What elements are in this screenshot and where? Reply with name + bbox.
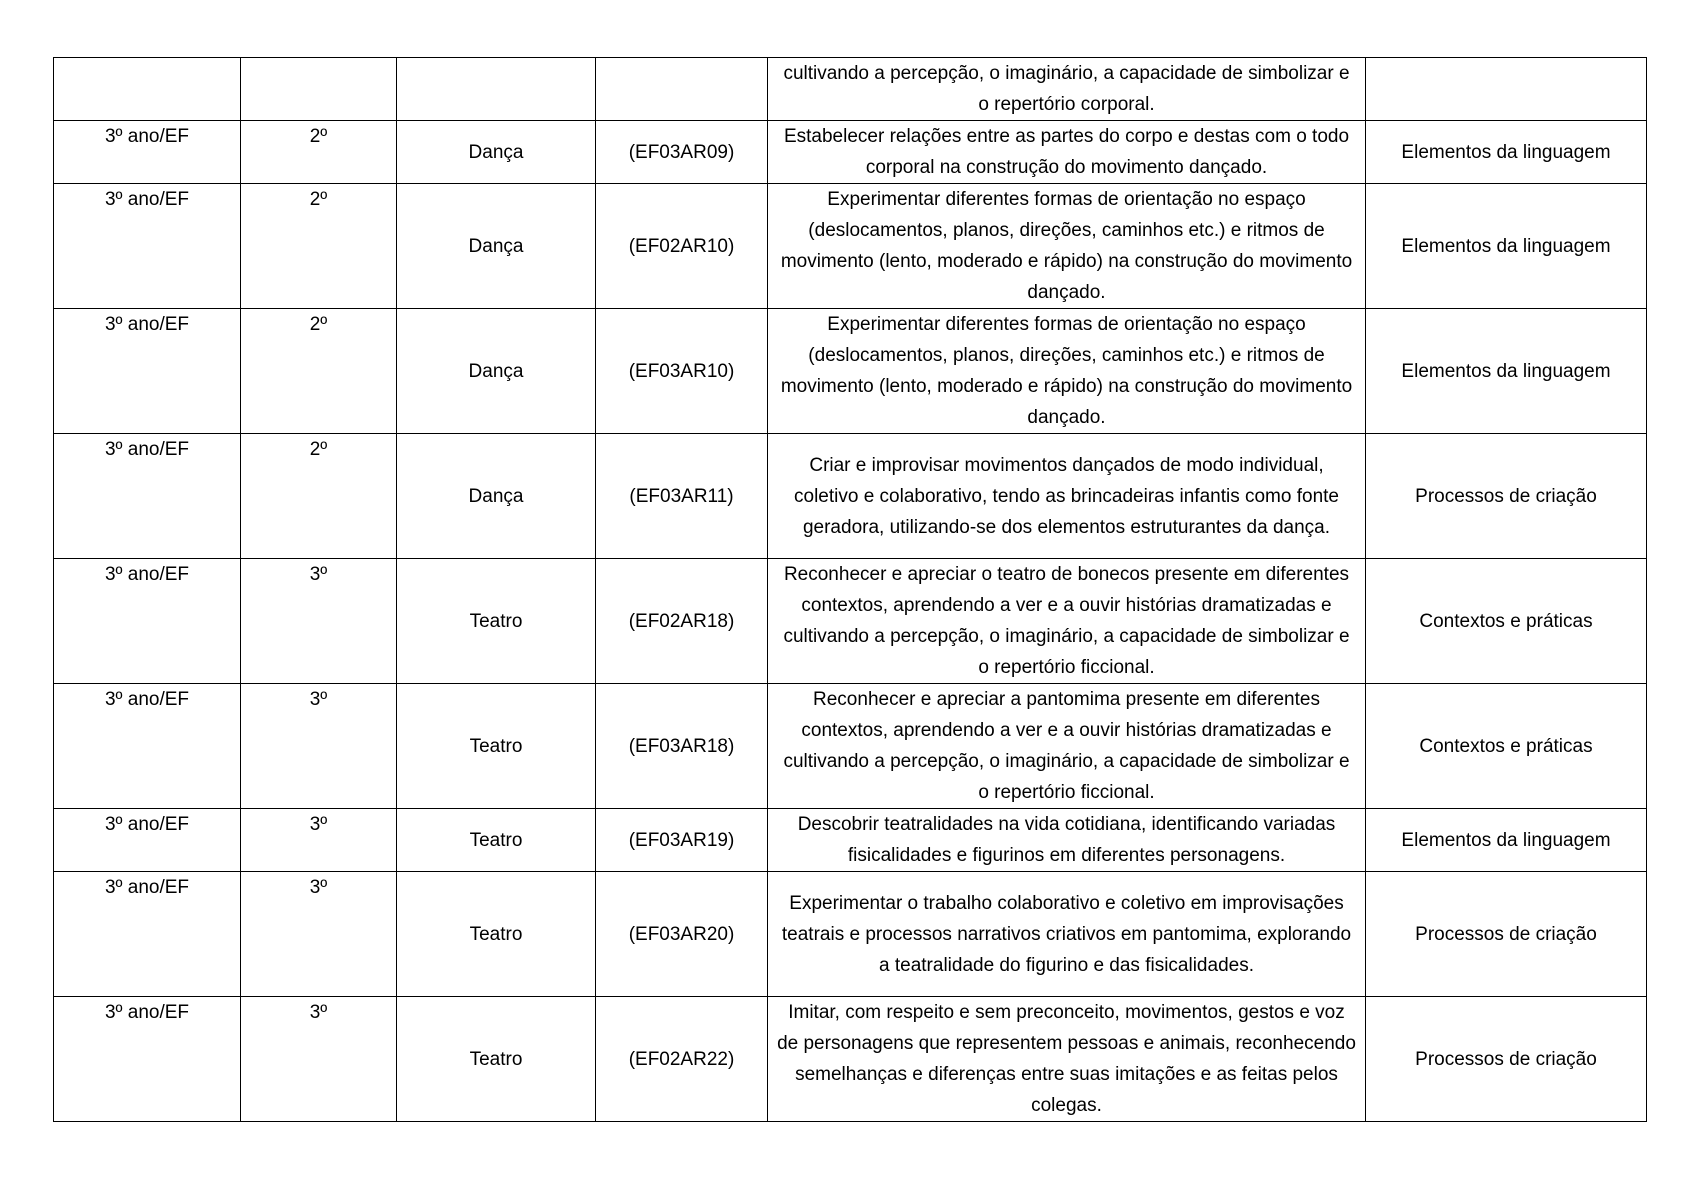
cell-eixo: Processos de criação xyxy=(1366,872,1647,997)
cell-eixo: Elementos da linguagem xyxy=(1366,184,1647,309)
cell-eixo: Contextos e práticas xyxy=(1366,684,1647,809)
cell-linguagem: Dança xyxy=(397,184,596,309)
cell-bimestre xyxy=(241,58,397,121)
cell-bimestre: 3º xyxy=(241,684,397,809)
cell-eixo: Contextos e práticas xyxy=(1366,559,1647,684)
table-row xyxy=(54,559,1647,684)
cell-ano: 3º ano/EF xyxy=(54,559,241,684)
curriculum-table xyxy=(53,57,1647,1122)
cell-ano: 3º ano/EF xyxy=(54,184,241,309)
table-row xyxy=(54,872,1647,997)
cell-bimestre: 3º xyxy=(241,559,397,684)
cell-bimestre: 3º xyxy=(241,997,397,1122)
cell-ano: 3º ano/EF xyxy=(54,121,241,184)
cell-ano: 3º ano/EF xyxy=(54,684,241,809)
cell-eixo: Elementos da linguagem xyxy=(1366,121,1647,184)
cell-linguagem: Dança xyxy=(397,121,596,184)
cell-bimestre: 2º xyxy=(241,121,397,184)
cell-codigo: (EF02AR10) xyxy=(596,184,768,309)
cell-descricao: Experimentar o trabalho colaborativo e coletivo em improvisações teatrais e processos narrativos criativos em pantomima, explorando a teatralidade do figurino e das fisicalidades. xyxy=(768,872,1366,997)
cell-eixo: Processos de criação xyxy=(1366,997,1647,1122)
cell-ano: 3º ano/EF xyxy=(54,809,241,872)
cell-descricao: Estabelecer relações entre as partes do corpo e destas com o todo corporal na construção do movimento dançado. xyxy=(768,121,1366,184)
cell-bimestre: 2º xyxy=(241,309,397,434)
cell-eixo: Processos de criação xyxy=(1366,434,1647,559)
cell-descricao: Descobrir teatralidades na vida cotidiana, identificando variadas fisicalidades e figurinos em diferentes personagens. xyxy=(768,809,1366,872)
cell-codigo: (EF03AR18) xyxy=(596,684,768,809)
table-row xyxy=(54,809,1647,872)
cell-eixo: Elementos da linguagem xyxy=(1366,809,1647,872)
cell-ano: 3º ano/EF xyxy=(54,309,241,434)
cell-descricao: Experimentar diferentes formas de orientação no espaço (deslocamentos, planos, direções, caminhos etc.) e ritmos de movimento (lento, moderado e rápido) na construção do movimento dançado. xyxy=(768,309,1366,434)
table-row xyxy=(54,184,1647,309)
cell-codigo: (EF03AR09) xyxy=(596,121,768,184)
cell-descricao: Reconhecer e apreciar o teatro de bonecos presente em diferentes contextos, aprendendo a ver e a ouvir histórias dramatizadas e cultivando a percepção, o imaginário, a capacidade de simbolizar e o repertório ficcional. xyxy=(768,559,1366,684)
cell-linguagem: Teatro xyxy=(397,872,596,997)
table-row-continuation xyxy=(54,58,1647,121)
cell-bimestre: 2º xyxy=(241,184,397,309)
cell-linguagem: Dança xyxy=(397,309,596,434)
cell-ano: 3º ano/EF xyxy=(54,434,241,559)
cell-linguagem: Dança xyxy=(397,434,596,559)
cell-descricao: Criar e improvisar movimentos dançados de modo individual, coletivo e colaborativo, tendo as brincadeiras infantis como fonte geradora, utilizando-se dos elementos estruturantes da dança. xyxy=(768,434,1366,559)
cell-ano xyxy=(54,58,241,121)
table-row xyxy=(54,997,1647,1122)
cell-codigo: (EF03AR19) xyxy=(596,809,768,872)
cell-bimestre: 2º xyxy=(241,434,397,559)
cell-linguagem xyxy=(397,58,596,121)
cell-descricao: Experimentar diferentes formas de orientação no espaço (deslocamentos, planos, direções, caminhos etc.) e ritmos de movimento (lento, moderado e rápido) na construção do movimento dançado. xyxy=(768,184,1366,309)
cell-eixo xyxy=(1366,58,1647,121)
cell-linguagem: Teatro xyxy=(397,684,596,809)
table-row xyxy=(54,684,1647,809)
table-row xyxy=(54,434,1647,559)
cell-descricao: cultivando a percepção, o imaginário, a capacidade de simbolizar e o repertório corporal. xyxy=(768,58,1366,121)
cell-codigo xyxy=(596,58,768,121)
cell-bimestre: 3º xyxy=(241,809,397,872)
cell-codigo: (EF03AR20) xyxy=(596,872,768,997)
cell-descricao: Reconhecer e apreciar a pantomima presente em diferentes contextos, aprendendo a ver e a ouvir histórias dramatizadas e cultivando a percepção, o imaginário, a capacidade de simbolizar e o repertório ficcional. xyxy=(768,684,1366,809)
cell-bimestre: 3º xyxy=(241,872,397,997)
cell-codigo: (EF03AR10) xyxy=(596,309,768,434)
cell-linguagem: Teatro xyxy=(397,997,596,1122)
cell-ano: 3º ano/EF xyxy=(54,872,241,997)
cell-codigo: (EF03AR11) xyxy=(596,434,768,559)
cell-descricao: Imitar, com respeito e sem preconceito, movimentos, gestos e voz de personagens que representem pessoas e animais, reconhecendo semelhanças e diferenças entre suas imitações e as feitas pelos colegas. xyxy=(768,997,1366,1122)
table-row xyxy=(54,121,1647,184)
cell-codigo: (EF02AR22) xyxy=(596,997,768,1122)
cell-eixo: Elementos da linguagem xyxy=(1366,309,1647,434)
cell-linguagem: Teatro xyxy=(397,559,596,684)
cell-linguagem: Teatro xyxy=(397,809,596,872)
cell-codigo: (EF02AR18) xyxy=(596,559,768,684)
table-row xyxy=(54,309,1647,434)
cell-ano: 3º ano/EF xyxy=(54,997,241,1122)
